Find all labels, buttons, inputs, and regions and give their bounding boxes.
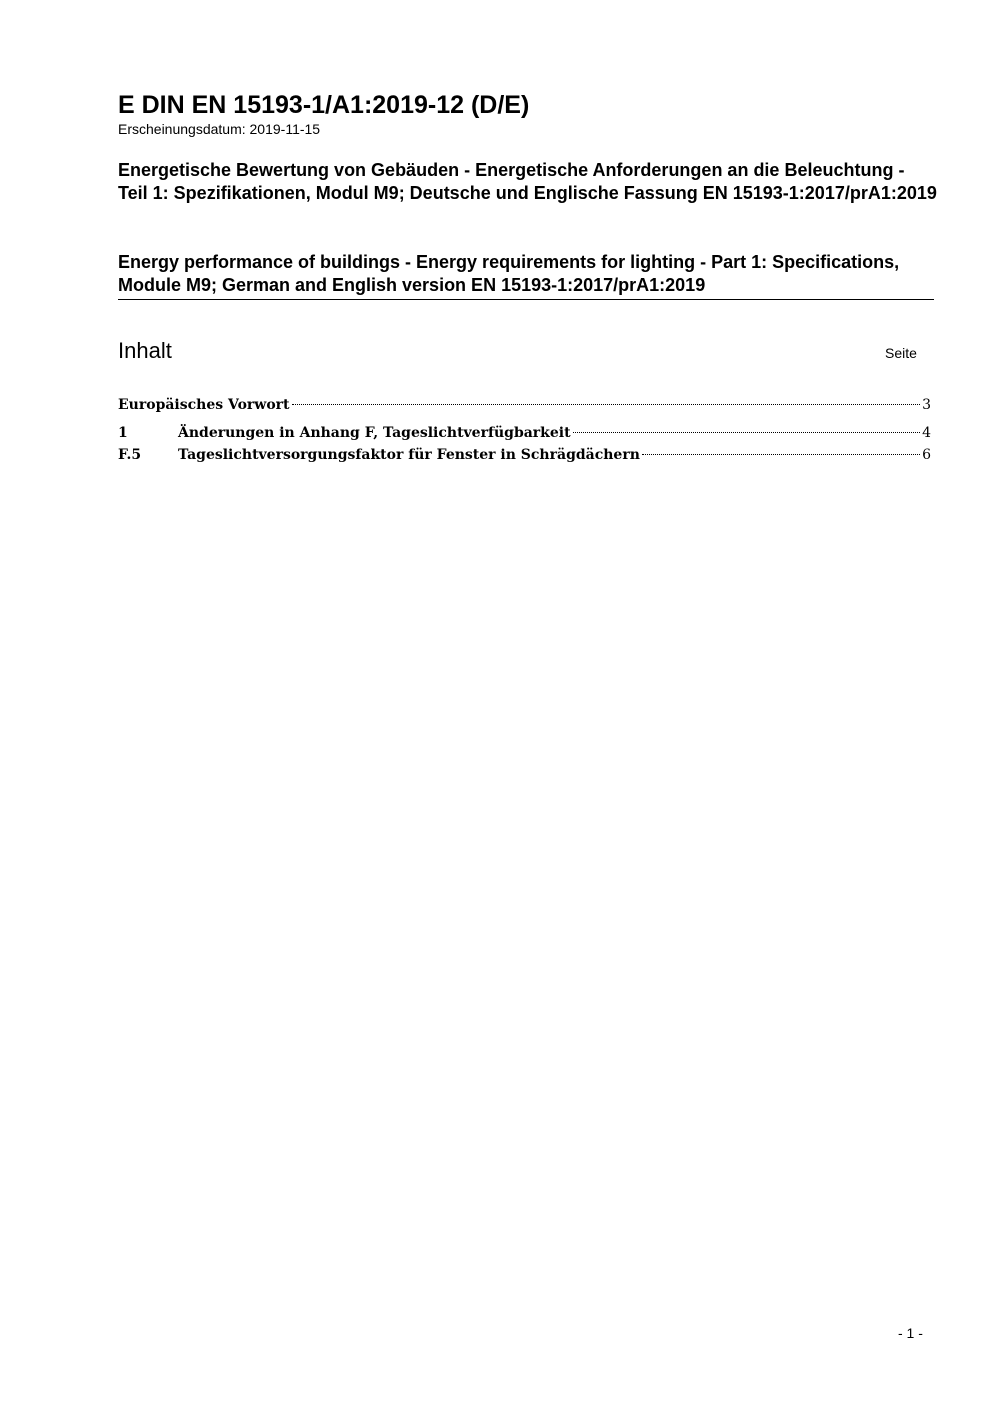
toc-entry-page: 4	[922, 425, 931, 441]
toc-entry-page: 3	[922, 397, 931, 413]
toc-entry-page: 6	[922, 447, 931, 463]
toc-leader-dots	[642, 454, 920, 455]
toc-entry[interactable]	[118, 422, 931, 444]
toc-leader-dots	[573, 432, 921, 433]
title-german: Energetische Bewertung von Gebäuden - Energetische Anforderungen an die Beleuchtung - Teil 1: Spezifikationen, Modul M9; Deutsche und Englische Fassung EN 15193-1:2017/prA1:2019	[118, 160, 937, 203]
toc-entry-number: F.5	[118, 447, 142, 463]
toc-heading: Inhalt	[118, 338, 172, 363]
publication-date: Erscheinungsdatum: 2019-11-15	[118, 121, 321, 137]
table-of-contents	[118, 394, 931, 466]
toc-entry-title: Änderungen in Anhang F, Tageslichtverfügbarkeit	[178, 425, 571, 441]
toc-entry[interactable]	[118, 444, 931, 466]
toc-entry[interactable]	[118, 394, 931, 416]
toc-entry-title: Tageslichtversorgungsfaktor für Fenster in Schrägdächern	[178, 447, 640, 463]
toc-entry-number: 1	[118, 425, 128, 441]
title-english: Energy performance of buildings - Energy requirements for lighting - Part 1: Specifications, Module M9; German and English version EN 15193-1:2017/prA1:2019	[118, 251, 934, 300]
toc-page-column-label: Seite	[885, 345, 917, 361]
toc-entry-title: Europäisches Vorwort	[118, 397, 290, 413]
document-id: E DIN EN 15193-1/A1:2019-12 (D/E)	[118, 91, 530, 119]
toc-leader-dots	[292, 404, 921, 405]
page-number: - 1 -	[898, 1325, 923, 1341]
